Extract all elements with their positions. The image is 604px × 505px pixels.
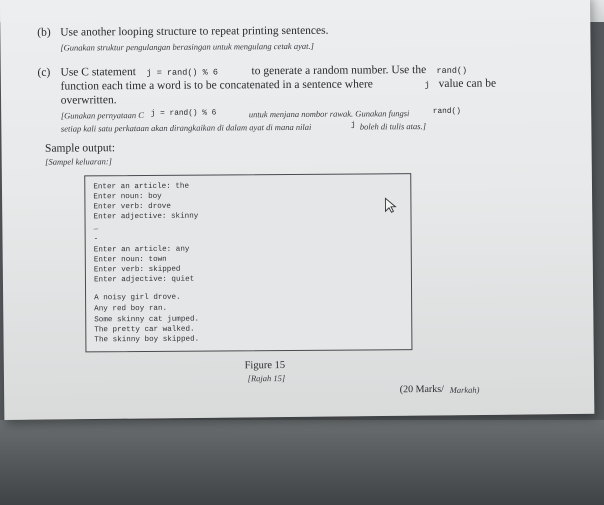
question-b-translation: [Gunakan struktur pengulangan berasingan untuk mengulang cetak ayat.] bbox=[60, 40, 314, 53]
mouse-cursor-icon bbox=[383, 197, 399, 213]
figure-caption: Figure 15 bbox=[244, 360, 286, 372]
console-line: Some skinny cat jumped. bbox=[94, 315, 200, 325]
question-c-translation-2-post: boleh di tulis atas.] bbox=[359, 121, 427, 132]
console-line: Enter verb: skipped bbox=[93, 265, 181, 275]
question-c-line1-pre: Use C statement bbox=[60, 66, 136, 79]
console-line: Enter an article: any bbox=[93, 245, 190, 255]
console-line: Enter noun: boy bbox=[93, 192, 162, 202]
question-c-line3: overwritten. bbox=[60, 94, 117, 107]
console-line: The skinny boy skipped. bbox=[94, 335, 200, 345]
question-b-text: Use another looping structure to repeat printing sentences. bbox=[60, 24, 329, 39]
question-c-code-statement: j = rand() % 6 bbox=[146, 67, 218, 78]
question-c-translation-1: [Gunakan pernyataan C bbox=[60, 109, 144, 121]
sample-output-title: Sample output: bbox=[44, 142, 116, 155]
console-line: Enter verb: drove bbox=[93, 202, 171, 212]
question-c-translation-code-rand: rand() bbox=[432, 107, 461, 116]
sample-output-translation: [Sampel keluaran:] bbox=[45, 156, 112, 167]
sample-output-console bbox=[84, 173, 412, 352]
question-c-line2: function each time a word is to be concatenated in a sentence where bbox=[60, 78, 373, 93]
question-c-translation-2: setiap kali satu perkataan akan dirangkaikan di dalam ayat di mana nilai bbox=[60, 121, 312, 134]
figure-translation: [Rajah 15] bbox=[247, 373, 286, 384]
marks-translation: Markah) bbox=[449, 384, 480, 395]
question-b-label: (b) bbox=[37, 26, 51, 39]
marks-label: (20 Marks/ bbox=[399, 383, 444, 396]
console-line: - bbox=[93, 235, 99, 244]
console-line: Enter noun: town bbox=[93, 255, 167, 265]
console-line: The pretty car walked. bbox=[94, 325, 195, 335]
console-line: Enter adjective: quiet bbox=[93, 275, 195, 285]
console-line: _ bbox=[93, 223, 99, 232]
question-c-translation-1-post: untuk menjana nombor rawak. Gunakan fungsi bbox=[248, 108, 410, 120]
question-c-translation-code-j: j bbox=[350, 121, 356, 130]
console-line: Enter an article: the bbox=[93, 182, 190, 192]
console-line: Enter adjective: skinny bbox=[93, 212, 199, 222]
question-c-code-rand: rand() bbox=[436, 65, 468, 76]
question-c-code-j: j bbox=[424, 80, 430, 91]
question-c-line2-post: value can be bbox=[438, 77, 497, 90]
question-c-label: (c) bbox=[37, 66, 51, 79]
question-c-line1-post: to generate a random number. Use the bbox=[251, 64, 427, 78]
console-line: A noisy girl drove. bbox=[94, 293, 181, 303]
console-line: Any red boy ran. bbox=[94, 304, 168, 314]
question-c-translation-code: j = rand() % 6 bbox=[150, 109, 217, 118]
